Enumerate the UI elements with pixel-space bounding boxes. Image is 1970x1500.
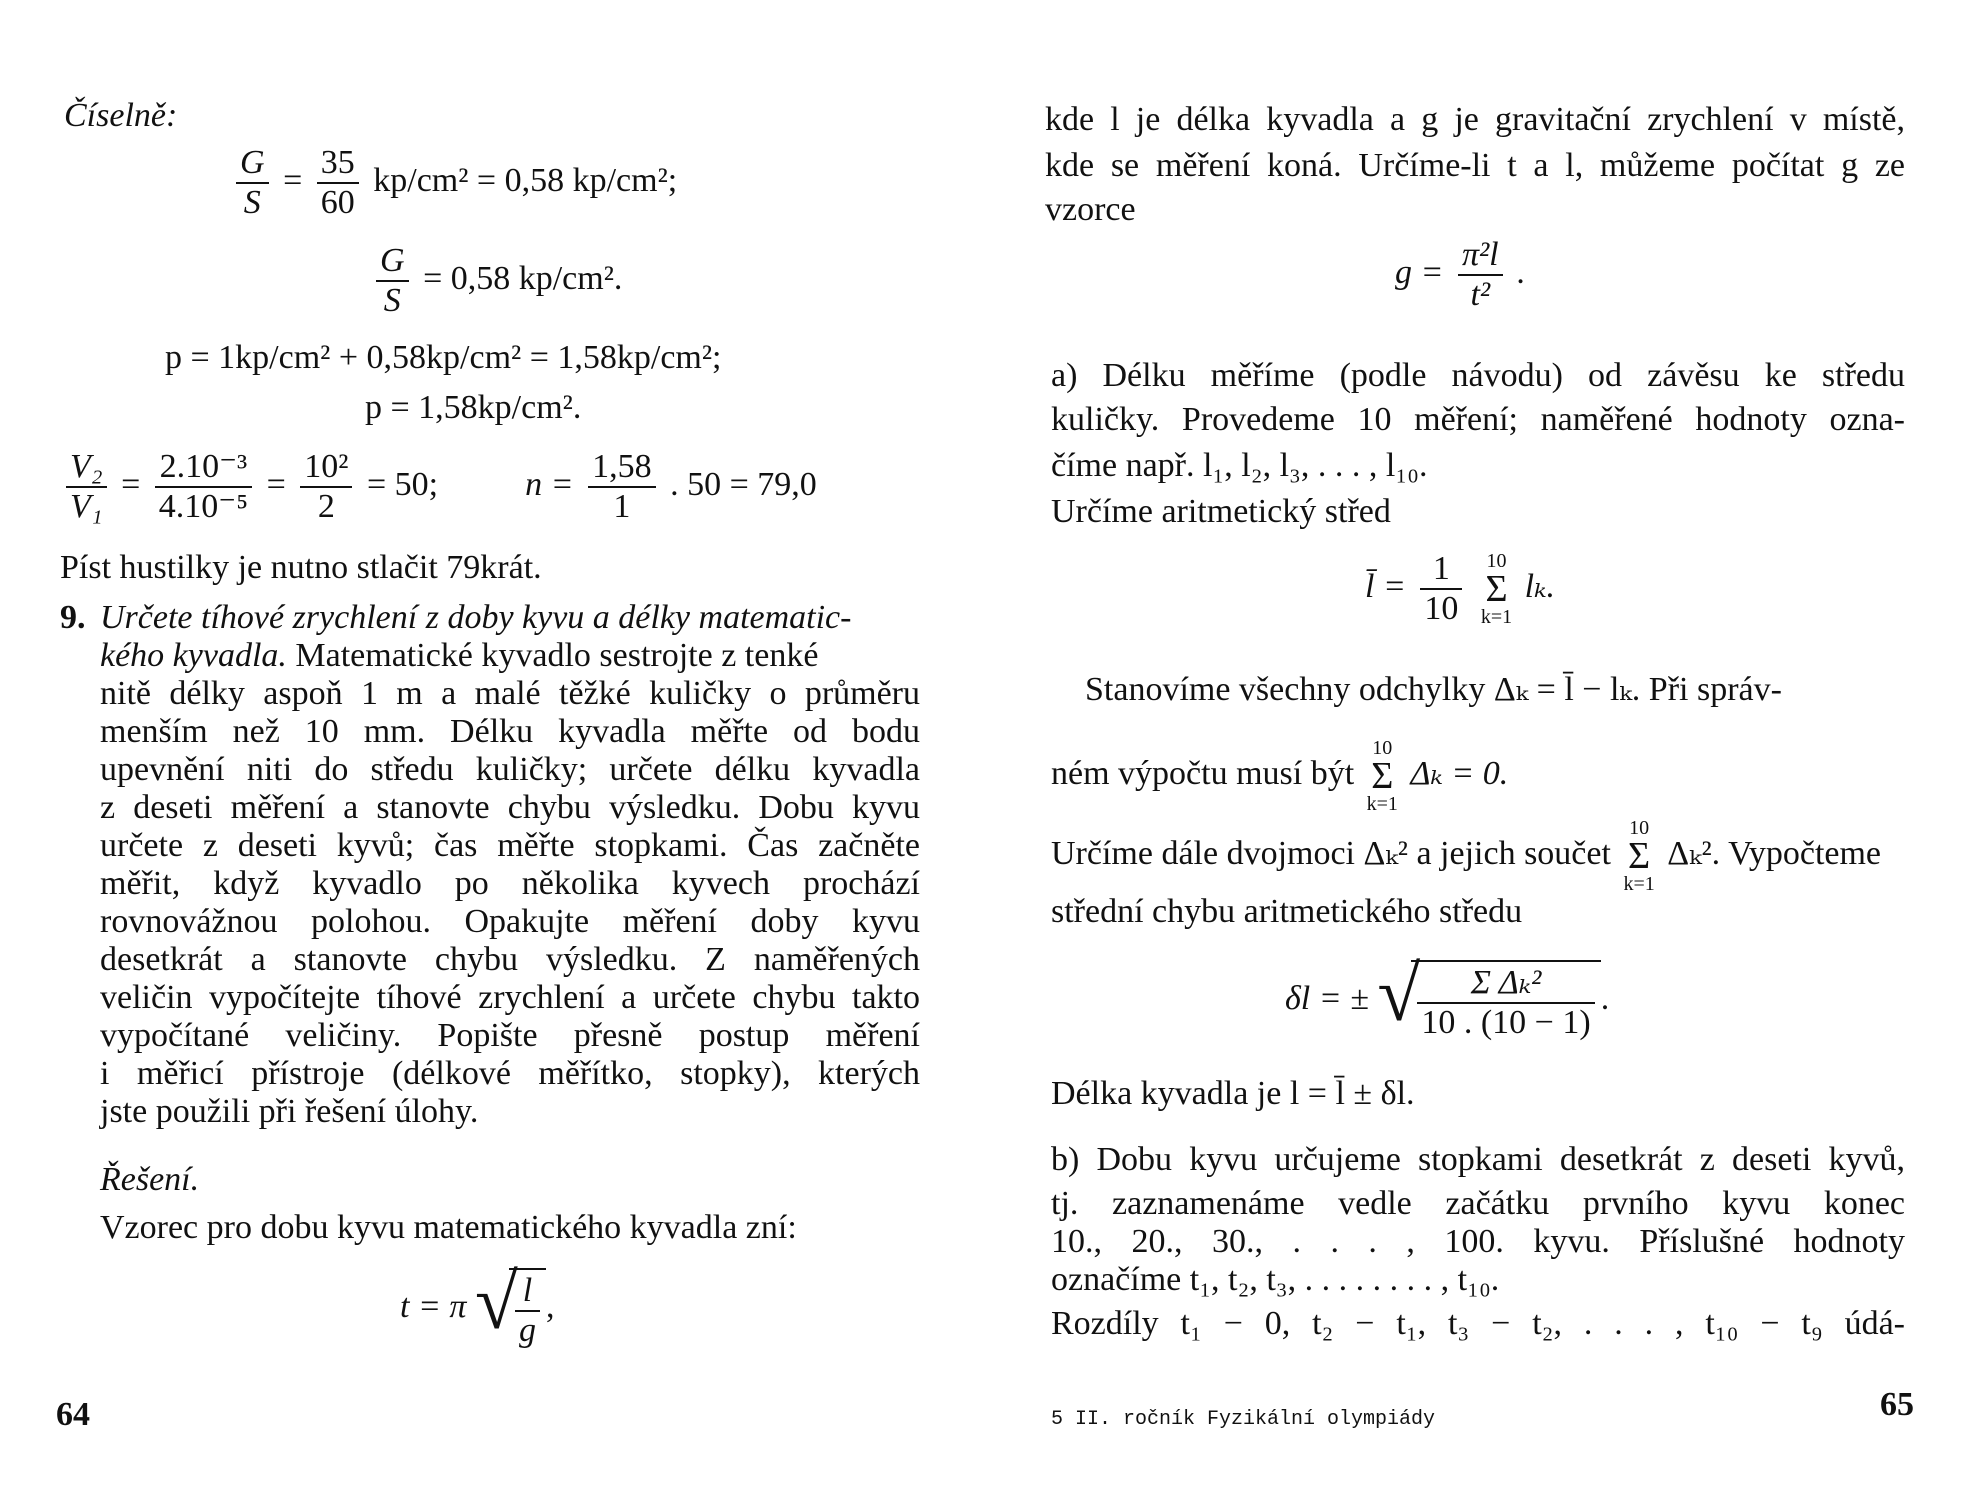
dvojmoci-post: Δₖ². Vypočteme — [1667, 834, 1882, 872]
formula-t-lhs: t = π — [400, 1287, 467, 1325]
formula-lbar-bot: k=1 — [1480, 606, 1513, 628]
sqrt-symbol: √ $\frac{l}{g}$ — [475, 1268, 546, 1350]
sqrt-symbol-2: √ $\frac{\text{Σ Δₖ²}}{10 . (10 - 1)}$ — [1377, 960, 1600, 1042]
formula-lbar-tail: lₖ. — [1524, 567, 1556, 605]
label-ciselne: Číselně: — [64, 97, 178, 134]
sum-condition-post: Δₖ = 0. — [1410, 754, 1509, 792]
problem-line-2 — [100, 636, 920, 676]
paragraph-pist: Píst hustilky je nutno stlačit 79krát. — [60, 549, 542, 586]
sum-symbol-2: 10 Σ k=1 — [1366, 737, 1398, 815]
problem-line-4: menším než 10 mm. Délku kyvadla měřte od bodu — [100, 713, 920, 750]
problem-line-14: jste použili při řešení úlohy. — [100, 1093, 479, 1130]
equation-1 — [230, 144, 677, 222]
sum3-bot: k=1 — [1623, 873, 1655, 895]
eq1-num: G — [236, 144, 269, 184]
problem-line-8: měřit, když kyvadlo po několika kyvech prochází — [100, 865, 920, 902]
equation-5 — [60, 448, 817, 526]
sum-condition-pre: ném výpočtu musí být — [1051, 754, 1355, 792]
formula-lbar-lhs: l̄ = — [1365, 567, 1406, 605]
para-b-line-4: označíme t₁, t₂, t₃, . . . . . . . . , t₁₀. — [1051, 1261, 1500, 1298]
eq5-r1: = 50; — [366, 465, 439, 503]
sum2-bot: k=1 — [1366, 793, 1398, 815]
eq2-num: G — [376, 242, 409, 282]
problem-line-7: určete z deseti kyvů; čas měřte stopkami. Čas začněte — [100, 827, 920, 864]
eq1-den2: 60 — [320, 184, 355, 221]
dvojmoci-pre: Určíme dále dvojmoci Δₖ² a jejich součet — [1051, 834, 1611, 872]
aritmeticky-text: Určíme aritmetický střed — [1051, 493, 1391, 530]
stredni-chyba-text: střední chybu aritmetického středu — [1051, 893, 1523, 930]
formula-lbar — [1365, 550, 1555, 628]
eq5-d3: 1 — [613, 488, 631, 525]
formula-g-num: π²l — [1458, 236, 1503, 276]
problem-line-6: z deseti měření a stanovte chybu výsledku. Dobu kyvu — [100, 789, 920, 826]
para-b-line-3: 10., 20., 30., . . . , 100. kyvu. Příslušné hodnoty — [1051, 1223, 1905, 1260]
formula-t-tail: , — [545, 1287, 555, 1325]
reseni-label: Řešení. — [100, 1161, 200, 1198]
sum2-top: 10 — [1372, 737, 1393, 759]
eq5-n2: 10² — [300, 448, 352, 488]
formula-delta-tail: . — [1600, 979, 1610, 1017]
intro-line-3: vzorce — [1045, 191, 1136, 228]
eq2-den: S — [383, 282, 401, 319]
eq2-rest: = 0,58 kp/cm². — [423, 259, 623, 297]
sum-condition-line — [1051, 738, 1508, 814]
page-number-right: 65 — [1880, 1386, 1914, 1423]
formula-lbar-num: 1 — [1420, 550, 1462, 590]
formula-delta — [1285, 950, 1610, 1042]
problem-line-11: veličin vypočítejte tíhové zrychlení a určete chybu takto — [100, 979, 920, 1016]
sum-symbol: 10 Σ k=1 — [1480, 550, 1513, 628]
intro-line-2: kde se měření koná. Určíme-li t a l, můžeme počítat g ze — [1045, 147, 1905, 184]
formula-g — [1395, 236, 1526, 314]
eq5-d2: 2 — [317, 488, 335, 525]
eq5-n3: 1,58 — [588, 448, 656, 488]
dvojmoci-line — [1051, 818, 1881, 894]
equation-3: p = 1kp/cm² + 0,58kp/cm² = 1,58kp/cm²; — [165, 339, 722, 376]
para-b-line-2: tj. zaznamenáme vedle začátku prvního kyvu konec — [1051, 1185, 1905, 1222]
eq5-v1: V₁ — [70, 488, 103, 525]
problem-line-13: i měřicí přístroje (délkové měřítko, stopky), kterých — [100, 1055, 920, 1092]
eq5-n-label: n = — [525, 465, 574, 503]
para-b-line-1: b) Dobu kyvu určujeme stopkami desetkrát z deseti kyvů, — [1051, 1141, 1905, 1178]
eq5-v2: V₂ — [66, 448, 107, 488]
eq5-eq1: = — [121, 465, 141, 503]
eq1-num2: 35 — [317, 144, 359, 184]
formula-t-num: l — [515, 1272, 540, 1312]
page-number-left: 64 — [56, 1396, 90, 1433]
eq1-den: S — [243, 184, 261, 221]
formula-delta-num: Σ Δₖ² — [1417, 964, 1594, 1004]
problem-line-3: nitě délky aspoň 1 m a malé těžké kuličky o průměru — [100, 675, 920, 712]
eq5-d1: 4.10⁻⁵ — [158, 488, 249, 525]
eq5-eq2: = — [266, 465, 286, 503]
equation-4: p = 1,58kp/cm². — [365, 389, 582, 426]
footer-text: 5 II. ročník Fyzikální olympiády — [1051, 1408, 1436, 1431]
equation-2 — [370, 242, 622, 320]
sum3-top: 10 — [1629, 817, 1650, 839]
problem-line-1: Určete tíhové zrychlení z doby kyvu a délky matematic- — [100, 599, 852, 636]
formula-lbar-den: 10 — [1424, 590, 1459, 627]
intro-line-1: kde l je délka kyvadla a g je gravitační zrychlení v místě, — [1045, 101, 1905, 138]
formula-g-den: t² — [1470, 276, 1491, 313]
eq5-r2: . 50 = 79,0 — [670, 465, 817, 503]
para-a-line-1: a) Délku měříme (podle návodu) od závěsu ke středu — [1051, 357, 1905, 394]
formula-t-den: g — [518, 1312, 536, 1349]
formula-t — [400, 1258, 555, 1350]
vzorec-text: Vzorec pro dobu kyvu matematického kyvadla zní: — [100, 1209, 797, 1246]
para-a-line-2: kuličky. Provedeme 10 měření; naměřené hodnoty ozna- — [1051, 401, 1905, 438]
odchylky-line: Stanovíme všechny odchylky Δₖ = l̄ − lₖ. Při správ- — [1085, 671, 1782, 708]
problem-line-9: rovnovážnou polohou. Opakujte měření doby kyvu — [100, 903, 920, 940]
formula-lbar-top: 10 — [1486, 550, 1507, 572]
right-page — [985, 0, 1970, 1500]
sum-symbol-3: 10 Σ k=1 — [1623, 817, 1655, 895]
para-a-line-3: číme např. l₁, l₂, l₃, . . . , l₁₀. — [1051, 447, 1428, 484]
para-b-line-5: Rozdíly t₁ − 0, t₂ − t₁, t₃ − t₂, . . . , t₁₀ − t₉ údá- — [1051, 1305, 1905, 1342]
eq1-eq: = — [283, 161, 303, 199]
eq1-rest: kp/cm² = 0,58 kp/cm²; — [373, 161, 678, 199]
problem-line-12: vypočítané veličiny. Popište přesně postup měření — [100, 1017, 920, 1054]
delka-kyvadla-line: Délka kyvadla je l = l̄ ± δl. — [1051, 1075, 1415, 1112]
problem-italic-2: kého kyvadla. — [100, 637, 287, 674]
formula-g-lhs: g = — [1395, 253, 1444, 291]
problem-line-5: upevnění niti do středu kuličky; určete délku kyvadla — [100, 751, 920, 788]
problem-number: 9. — [60, 599, 86, 636]
eq5-n1: 2.10⁻³ — [155, 448, 252, 488]
formula-delta-lhs: δl = ± — [1285, 979, 1369, 1017]
formula-delta-den: 10 . (10 − 1) — [1421, 1004, 1591, 1041]
problem-line-10: desetkrát a stanovte chybu výsledku. Z naměřených — [100, 941, 920, 978]
formula-g-tail: . — [1517, 253, 1526, 291]
problem-rest-2: Matematické kyvadlo sestrojte z tenké — [286, 637, 819, 674]
